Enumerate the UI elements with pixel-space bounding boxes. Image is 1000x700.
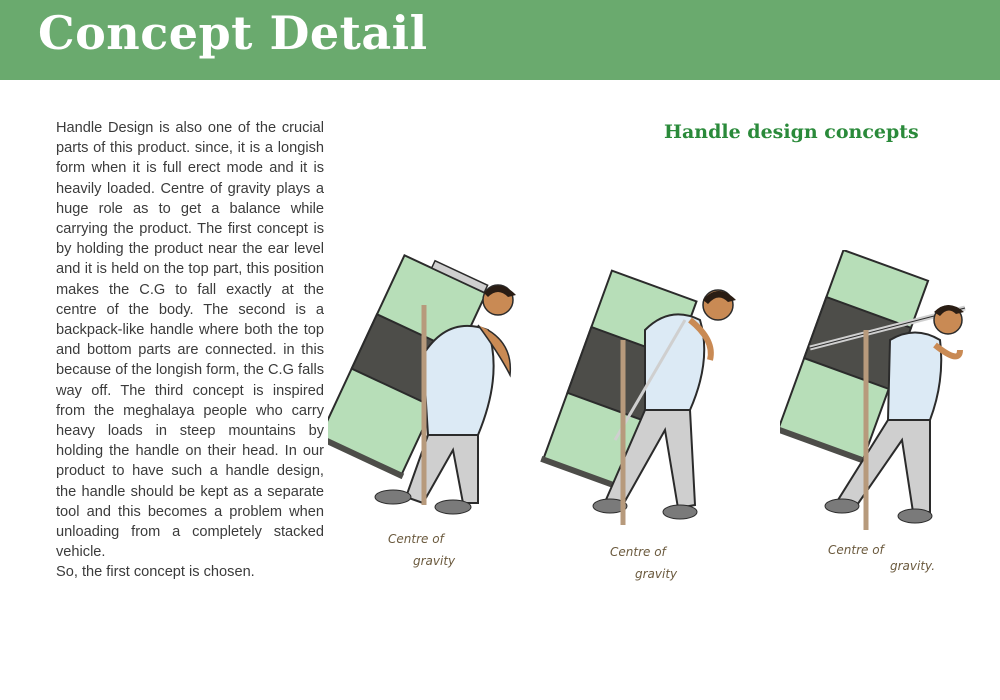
- header-bar: [0, 0, 1000, 80]
- description-paragraph: Handle Design is also one of the crucial parts of this product. since, it is a longish form when it is full erect mode and it is heavily loaded. Centre of gravity plays a huge role as to get a balance while carrying the product. The first concept is by holding the product near the ear level and it is held on the top part, this position makes the C.G to fall exactly at the centre of the body. The second is a backpack-like handle where both the top and bottom parts are connected. in this because of the longish form, the C.G falls way off. The third concept is inspired from the meghalaya people who carry heavy loads in steep mountains by holding the handle on their head. In our product to have such a handle design, the handle should be kept as a separate tool and this becomes a problem when unloading from a completely stacked vehicle.: [56, 120, 324, 561]
- concept-1-illustration: [328, 235, 528, 580]
- cg-label-line1: Centre of: [828, 543, 884, 557]
- cg-label-line1: Centre of: [388, 532, 444, 546]
- concept-3-illustration: [780, 250, 990, 585]
- pants: [406, 435, 478, 503]
- page-title: Concept Detail: [38, 6, 428, 60]
- shoe-left: [375, 490, 411, 504]
- shoe-right: [898, 509, 932, 523]
- description-text: [56, 118, 324, 583]
- conclusion-text: So, the first concept is chosen.: [56, 564, 255, 581]
- shirt: [423, 326, 494, 435]
- cg-label-line2: gravity.: [890, 559, 936, 573]
- shirt: [888, 333, 941, 421]
- cg-label-line1: Centre of: [610, 545, 666, 559]
- cg-label-line2: gravity: [413, 554, 456, 568]
- shoe-right: [435, 500, 471, 514]
- concepts-title: Handle design concepts: [664, 121, 919, 143]
- shoe-left: [825, 499, 859, 513]
- shoe-right: [663, 505, 697, 519]
- cg-label-line2: gravity: [635, 567, 678, 581]
- concept-2-illustration: [540, 260, 750, 590]
